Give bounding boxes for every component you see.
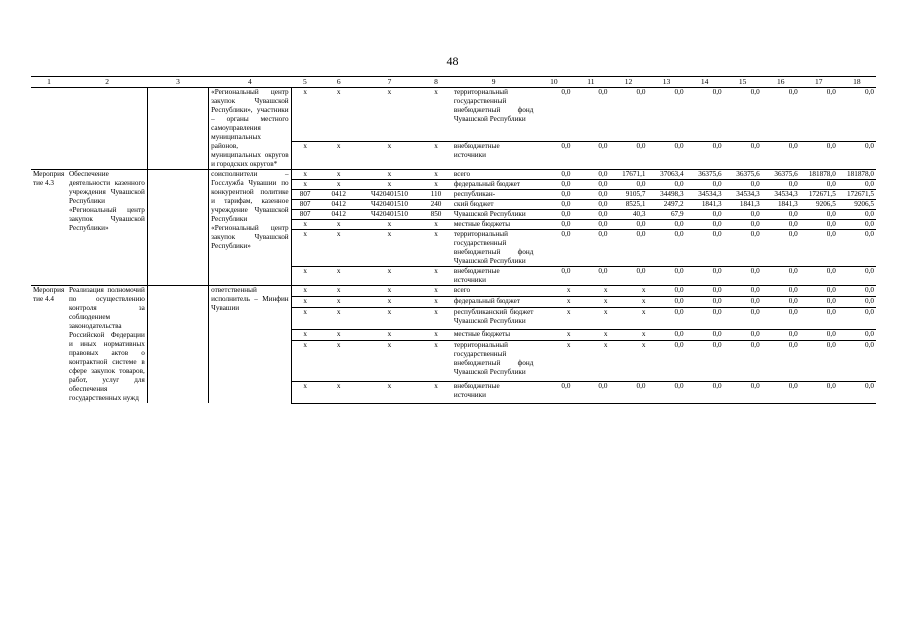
code-cell: x (420, 297, 452, 308)
value-cell: 0,0 (800, 340, 838, 381)
value-cell: 0,0 (826, 88, 836, 96)
value-cell: x (535, 340, 572, 381)
value-cell: 0,0 (647, 142, 685, 170)
value-cell: 0,0 (800, 286, 838, 297)
code-cell: x (291, 286, 318, 297)
code-cell: x (291, 308, 318, 329)
value-cell: 0,0 (535, 142, 572, 170)
funding-source: внебюджетные источники (452, 382, 536, 403)
value-cell: 0,0 (647, 267, 685, 286)
value-cell: 40,3 (609, 210, 647, 220)
value-cell: 0,0 (762, 297, 800, 308)
code-cell: x (420, 230, 452, 267)
value-cell: 0,0 (535, 170, 572, 180)
value-cell: 0,0 (800, 297, 838, 308)
value-cell: 9206,5 (800, 200, 838, 210)
code-cell: x (291, 382, 318, 403)
column-header: 12 (609, 77, 647, 88)
value-cell: 0,0 (535, 180, 572, 190)
value-cell: 67,9 (647, 210, 685, 220)
value-cell: 0,0 (762, 340, 800, 381)
code-cell: 240 (420, 200, 452, 210)
value-cell: x (609, 297, 647, 308)
measure-name: Обеспечение деятельности казенного учреждения Чувашской Республики «Региональный центр закупок Чувашской Республики» (67, 170, 147, 286)
code-cell: 807 (291, 190, 318, 200)
funding-source: республиканский бюджет Чувашской Республики (452, 308, 536, 329)
code-cell: 807 (291, 200, 318, 210)
value-cell: 0,0 (762, 329, 800, 340)
value-cell: 0,0 (572, 200, 609, 210)
value-cell: 34534,3 (724, 190, 762, 200)
value-cell: 0,0 (762, 220, 800, 230)
funding-source: территориальный государственный внебюджетный фонд Чувашской Республики (453, 230, 534, 265)
page-number: 48 (446, 54, 459, 68)
value-cell: 0,0 (572, 142, 609, 170)
value-cell: 0,0 (535, 267, 572, 286)
value-cell: 8525,1 (609, 200, 647, 210)
value-cell: 0,0 (724, 329, 762, 340)
value-cell: 0,0 (788, 88, 798, 96)
value-cell: 0,0 (838, 340, 876, 381)
value-cell: 0,0 (647, 308, 685, 329)
value-cell: 0,0 (535, 200, 572, 210)
code-cell: x (319, 230, 359, 267)
code-cell: x (319, 180, 359, 190)
value-cell: 0,0 (762, 142, 800, 170)
value-cell: 0,0 (572, 267, 609, 286)
value-cell: 0,0 (609, 220, 647, 230)
value-cell: 0,0 (762, 382, 800, 403)
column-header: 8 (420, 77, 452, 88)
value-cell: 172671,5 (800, 190, 838, 200)
value-cell: 0,0 (686, 308, 724, 329)
code-cell: Ч420401510 (359, 190, 420, 200)
value-cell: 34534,3 (686, 190, 724, 200)
column-header: 13 (647, 77, 685, 88)
code-cell: x (359, 267, 420, 286)
value-cell: 0,0 (800, 329, 838, 340)
code-cell: x (359, 220, 420, 230)
value-cell: x (609, 329, 647, 340)
code-cell: x (319, 286, 359, 297)
measure-code (31, 88, 67, 170)
value-cell: 0,0 (647, 382, 685, 403)
code-cell: x (420, 220, 452, 230)
value-cell: 0,0 (535, 230, 572, 267)
value-cell: 0,0 (609, 382, 647, 403)
table-row (31, 88, 876, 142)
value-cell: 0,0 (724, 297, 762, 308)
value-cell: 34534,3 (762, 190, 800, 200)
value-cell: 0,0 (535, 220, 572, 230)
funding-source: территориальный государственный внебюджетный фонд Чувашской Республики (452, 340, 536, 381)
value-cell: 0,0 (724, 267, 762, 286)
code-cell: 807 (291, 210, 318, 220)
value-cell: 0,0 (724, 180, 762, 190)
value-cell: 36375,6 (724, 170, 762, 180)
value-cell: 37063,4 (647, 170, 685, 180)
code-cell: 0412 (319, 200, 359, 210)
value-cell: 0,0 (800, 220, 838, 230)
code-cell: 850 (420, 210, 452, 220)
value-cell: 0,0 (724, 286, 762, 297)
value-cell: 0,0 (686, 210, 724, 220)
value-cell: 0,0 (762, 230, 800, 267)
value-cell: 34498,3 (647, 190, 685, 200)
value-cell: 0,0 (838, 308, 876, 329)
code-cell: x (359, 286, 420, 297)
value-cell: 0,0 (800, 230, 838, 267)
value-cell: 0,0 (800, 210, 838, 220)
code-cell: x (434, 88, 438, 96)
value-cell: 0,0 (598, 88, 608, 96)
value-cell: 0,0 (572, 382, 609, 403)
funding-source: федеральный бюджет (452, 180, 536, 190)
value-cell: x (535, 286, 572, 297)
value-cell: x (572, 340, 609, 381)
funding-source: внебюджетные источники (452, 142, 536, 170)
value-cell: 0,0 (647, 329, 685, 340)
funding-source: территориальный государственный внебюджетный фонд Чувашской Республики (453, 88, 534, 123)
value-cell: 181878,0 (800, 170, 838, 180)
value-cell: 0,0 (647, 220, 685, 230)
value-cell: x (535, 297, 572, 308)
code-cell: x (420, 180, 452, 190)
empty-cell (147, 170, 208, 286)
funding-source: местные бюджеты (452, 329, 536, 340)
code-cell: x (359, 142, 420, 170)
code-cell: x (359, 297, 420, 308)
value-cell: 0,0 (838, 382, 876, 403)
value-cell: 0,0 (865, 88, 874, 96)
value-cell: 0,0 (686, 340, 724, 381)
value-cell: 0,0 (572, 190, 609, 200)
code-cell: x (387, 88, 392, 96)
header-row (31, 77, 876, 88)
code-cell: x (359, 170, 420, 180)
value-cell: x (572, 297, 609, 308)
value-cell: 0,0 (572, 180, 609, 190)
value-cell: 0,0 (647, 180, 685, 190)
value-cell: 0,0 (800, 308, 838, 329)
code-cell: x (319, 220, 359, 230)
column-header: 10 (535, 77, 572, 88)
code-cell: x (291, 340, 318, 381)
code-cell: x (420, 286, 452, 297)
code-cell: x (319, 340, 359, 381)
value-cell: 0,0 (762, 180, 800, 190)
value-cell: 172671,5 (838, 190, 876, 200)
value-cell: 0,0 (838, 230, 876, 267)
value-cell: 17671,1 (609, 170, 647, 180)
column-header: 17 (800, 77, 838, 88)
code-cell: x (420, 142, 452, 170)
funding-source: всего (452, 286, 536, 297)
value-cell: 0,0 (838, 142, 876, 170)
code-cell: x (359, 329, 420, 340)
code-cell: x (291, 267, 318, 286)
value-cell: 0,0 (647, 230, 685, 267)
value-cell: 0,0 (686, 142, 724, 170)
value-cell: 0,0 (724, 142, 762, 170)
code-cell: x (359, 230, 420, 267)
value-cell: 0,0 (724, 308, 762, 329)
value-cell: 36375,6 (686, 170, 724, 180)
value-cell: 1841,3 (724, 200, 762, 210)
column-header: 7 (359, 77, 420, 88)
value-cell: x (572, 329, 609, 340)
value-cell: 0,0 (800, 180, 838, 190)
column-header: 9 (452, 77, 536, 88)
empty-cell (147, 88, 208, 170)
code-cell: x (420, 170, 452, 180)
value-cell: 0,0 (686, 220, 724, 230)
funding-source: всего (452, 170, 536, 180)
value-cell: x (572, 308, 609, 329)
value-cell: 0,0 (609, 230, 647, 267)
code-cell: x (420, 340, 452, 381)
value-cell: 0,0 (609, 180, 647, 190)
value-cell: 0,0 (800, 142, 838, 170)
column-header: 11 (572, 77, 609, 88)
value-cell: 0,0 (838, 180, 876, 190)
code-cell: Ч420401510 (359, 200, 420, 210)
funding-source: ский бюджет (452, 200, 536, 210)
value-cell: 0,0 (686, 329, 724, 340)
column-header: 5 (291, 77, 318, 88)
value-cell: 0,0 (712, 88, 722, 96)
funding-source: Чувашской Республики (452, 210, 536, 220)
value-cell: 0,0 (572, 210, 609, 220)
code-cell: 0412 (319, 190, 359, 200)
code-cell: x (359, 180, 420, 190)
code-cell: x (319, 267, 359, 286)
value-cell: 0,0 (800, 267, 838, 286)
value-cell: 0,0 (762, 286, 800, 297)
funding-source: федеральный бюджет (452, 297, 536, 308)
code-cell: x (420, 308, 452, 329)
measure-name (67, 88, 147, 170)
value-cell: 0,0 (724, 210, 762, 220)
executor: «Региональный центр закупок Чувашской Республики», участники – органы местного самоуправления муниципальных районов, муниципальных округов и городских округов* (209, 88, 291, 170)
code-cell: x (319, 170, 359, 180)
value-cell: 0,0 (561, 88, 571, 96)
code-cell: x (319, 382, 359, 403)
code-cell: x (319, 329, 359, 340)
column-header: 14 (686, 77, 724, 88)
value-cell: 0,0 (724, 340, 762, 381)
value-cell: 0,0 (674, 88, 684, 96)
value-cell: 0,0 (838, 220, 876, 230)
value-cell: 0,0 (686, 382, 724, 403)
value-cell: 0,0 (572, 230, 609, 267)
code-cell: x (359, 340, 420, 381)
value-cell: 1841,3 (762, 200, 800, 210)
value-cell: 0,0 (724, 382, 762, 403)
value-cell: 181878,0 (838, 170, 876, 180)
measure-code: Мероприятие 4.4 (31, 286, 67, 404)
value-cell: 2497,2 (647, 200, 685, 210)
value-cell: 0,0 (838, 210, 876, 220)
code-cell: 0412 (319, 210, 359, 220)
value-cell: x (572, 286, 609, 297)
empty-cell (147, 286, 208, 404)
code-cell: x (336, 88, 341, 96)
code-cell: x (319, 142, 359, 170)
code-cell: x (359, 308, 420, 329)
code-cell: 110 (420, 190, 452, 200)
value-cell: 0,0 (535, 210, 572, 220)
table-row (31, 286, 876, 297)
code-cell: x (319, 297, 359, 308)
value-cell: 0,0 (686, 267, 724, 286)
value-cell: 0,0 (686, 297, 724, 308)
funding-source: внебюджетные источники (452, 267, 536, 286)
column-header: 2 (67, 77, 147, 88)
value-cell: x (609, 308, 647, 329)
value-cell: 9206,5 (838, 200, 876, 210)
code-cell: x (291, 220, 318, 230)
code-cell: Ч420401510 (359, 210, 420, 220)
funding-source: республикан- (452, 190, 536, 200)
code-cell: x (291, 180, 318, 190)
executor: ответственный исполнитель – Минфин Чувашии (209, 286, 291, 404)
code-cell: x (291, 230, 318, 267)
value-cell: 0,0 (686, 230, 724, 267)
column-header: 18 (838, 77, 876, 88)
column-header: 6 (319, 77, 359, 88)
code-cell: x (359, 382, 420, 403)
column-header: 3 (147, 77, 208, 88)
column-header: 1 (31, 77, 67, 88)
value-cell: x (535, 329, 572, 340)
value-cell: 0,0 (724, 230, 762, 267)
value-cell: 0,0 (838, 267, 876, 286)
value-cell: 0,0 (750, 88, 760, 96)
funding-source: местные бюджеты (452, 220, 536, 230)
value-cell: 0,0 (838, 297, 876, 308)
code-cell: x (291, 329, 318, 340)
value-cell: 0,0 (647, 286, 685, 297)
value-cell: x (609, 340, 647, 381)
value-cell: 1841,3 (686, 200, 724, 210)
value-cell: 0,0 (572, 220, 609, 230)
code-cell: x (291, 88, 318, 142)
code-cell: x (291, 142, 318, 170)
code-cell: x (420, 329, 452, 340)
code-cell: x (420, 382, 452, 403)
value-cell: 0,0 (762, 210, 800, 220)
value-cell: 0,0 (838, 286, 876, 297)
value-cell: 0,0 (686, 180, 724, 190)
value-cell: 0,0 (609, 267, 647, 286)
value-cell: x (609, 286, 647, 297)
value-cell: 0,0 (686, 286, 724, 297)
code-cell: x (420, 267, 452, 286)
value-cell: 0,0 (800, 382, 838, 403)
value-cell: 0,0 (838, 329, 876, 340)
value-cell: x (535, 308, 572, 329)
value-cell: 0,0 (535, 382, 572, 403)
value-cell: 0,0 (572, 170, 609, 180)
code-cell: x (291, 297, 318, 308)
value-cell: 0,0 (647, 340, 685, 381)
table-row (31, 170, 876, 180)
value-cell: 0,0 (724, 220, 762, 230)
executor: соисполнители – Госслужба Чувашии по конкурентной политике и тарифам, казенное учреждение Чувашской Республики «Региональный центр закупок Чувашской Республики» (209, 170, 291, 286)
value-cell: 0,0 (609, 142, 647, 170)
code-cell: x (291, 170, 318, 180)
value-cell: 0,0 (762, 308, 800, 329)
value-cell: 0,0 (647, 297, 685, 308)
value-cell: 36375,6 (762, 170, 800, 180)
code-cell: x (319, 308, 359, 329)
value-cell: 0,0 (762, 267, 800, 286)
value-cell: 0,0 (535, 190, 572, 200)
value-cell: 9105,7 (609, 190, 647, 200)
column-header: 16 (762, 77, 800, 88)
column-header: 15 (724, 77, 762, 88)
measure-name: Реализация полномочий по осуществлению контроля за соблюдением законодательства Российской Федерации и иных нормативных правовых актов о контрактной системе в сфере закупок товаров, работ, услуг для обеспечения государственных нужд (67, 286, 147, 404)
budget-table (31, 76, 876, 404)
value-cell: 0,0 (636, 88, 646, 96)
measure-code: Мероприятие 4.3 (31, 170, 67, 286)
column-header: 4 (209, 77, 291, 88)
